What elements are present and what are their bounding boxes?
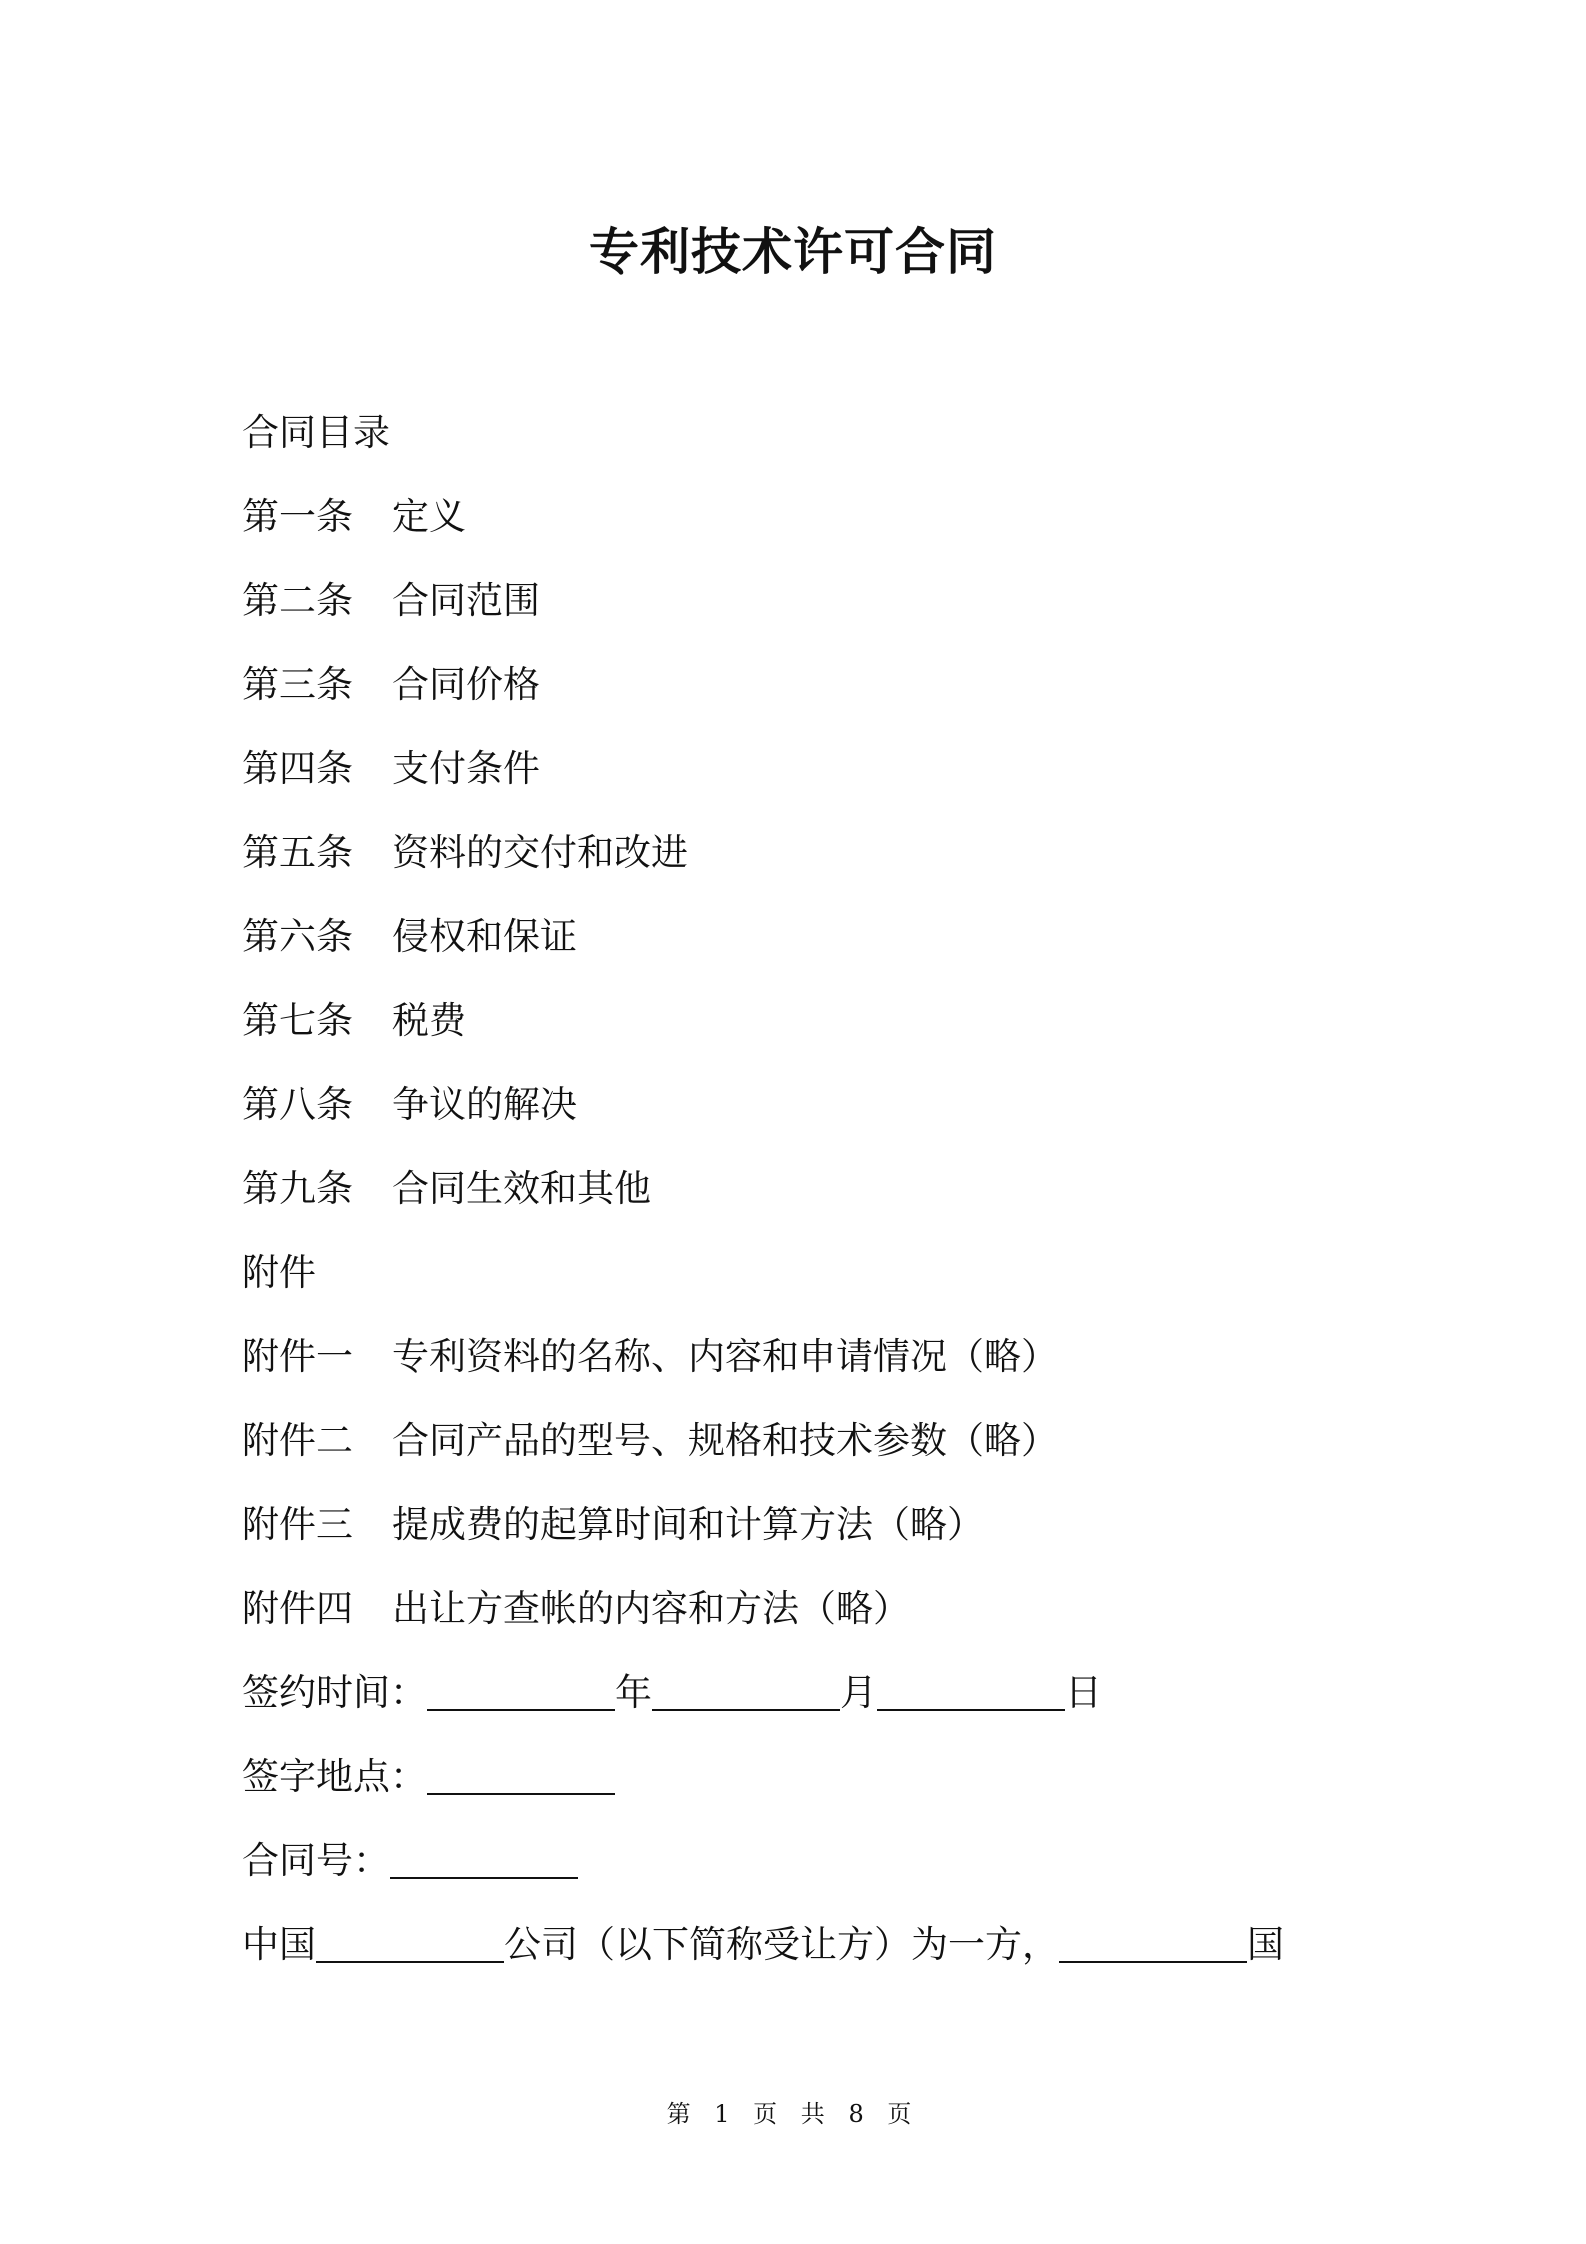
article-item-text: 合同范围 xyxy=(392,579,540,622)
article-item-number: 第四条 xyxy=(242,747,353,790)
sign-place-label: 签字地点： xyxy=(242,1755,427,1798)
article-item xyxy=(242,825,1382,909)
party-middle: 公司（以下简称受让方）为一方， xyxy=(504,1923,1059,1966)
article-item-text: 侵权和保证 xyxy=(392,915,577,958)
sign-month-blank[interactable] xyxy=(652,1669,840,1711)
sign-day-blank[interactable] xyxy=(877,1669,1065,1711)
article-item xyxy=(242,909,1382,993)
attachment-item-text: 提成费的起算时间和计算方法（略） xyxy=(392,1503,984,1546)
party-prefix: 中国 xyxy=(242,1923,316,1966)
article-item-number: 第七条 xyxy=(242,999,353,1042)
article-item-text: 合同价格 xyxy=(392,663,540,706)
country-blank[interactable] xyxy=(1059,1921,1247,1963)
attachment-item-text: 专利资料的名称、内容和申请情况（略） xyxy=(392,1335,1058,1378)
company-name-blank[interactable] xyxy=(316,1921,504,1963)
page-footer: 第 1 页 共 8 页 xyxy=(666,2100,920,2128)
attachment-item xyxy=(242,1413,1382,1497)
article-item-number: 第二条 xyxy=(242,579,353,622)
attachment-item xyxy=(242,1329,1382,1413)
article-item-text: 定义 xyxy=(392,495,466,538)
sign-day-unit: 日 xyxy=(1065,1671,1102,1714)
attachment-item-number: 附件四 xyxy=(242,1587,353,1630)
attachment-item-text: 合同产品的型号、规格和技术参数（略） xyxy=(392,1419,1058,1462)
document-body xyxy=(242,405,1382,2001)
article-item-number: 第三条 xyxy=(242,663,353,706)
article-item-number: 第九条 xyxy=(242,1167,353,1210)
article-item-text: 税费 xyxy=(392,999,466,1042)
article-item-number: 第八条 xyxy=(242,1083,353,1126)
article-item-text: 合同生效和其他 xyxy=(392,1167,651,1210)
sign-time-line xyxy=(242,1665,1382,1749)
sign-time-label: 签约时间： xyxy=(242,1671,427,1714)
article-list xyxy=(242,489,1382,1245)
attachment-item-number: 附件一 xyxy=(242,1335,353,1378)
attachment-list xyxy=(242,1329,1382,1665)
party-line xyxy=(242,1917,1382,2001)
attachment-item-number: 附件二 xyxy=(242,1419,353,1462)
article-item xyxy=(242,657,1382,741)
toc-heading: 合同目录 xyxy=(242,411,390,454)
article-item xyxy=(242,1077,1382,1161)
contract-no-line xyxy=(242,1833,1382,1917)
attachment-item-text: 出让方查帐的内容和方法（略） xyxy=(392,1587,910,1630)
attachment-item xyxy=(242,1497,1382,1581)
sign-month-unit: 月 xyxy=(840,1671,877,1714)
article-item-text: 资料的交付和改进 xyxy=(392,831,688,874)
attachments-heading: 附件 xyxy=(242,1251,316,1294)
article-item-number: 第一条 xyxy=(242,495,353,538)
sign-place-blank[interactable] xyxy=(427,1753,615,1795)
article-item xyxy=(242,489,1382,573)
sign-place-line xyxy=(242,1749,1382,1833)
sign-year-unit: 年 xyxy=(615,1671,652,1714)
article-item-number: 第六条 xyxy=(242,915,353,958)
article-item-text: 支付条件 xyxy=(392,747,540,790)
article-item-text: 争议的解决 xyxy=(392,1083,577,1126)
article-item xyxy=(242,741,1382,825)
article-item-number: 第五条 xyxy=(242,831,353,874)
contract-no-blank[interactable] xyxy=(390,1837,578,1879)
attachment-item-number: 附件三 xyxy=(242,1503,353,1546)
contract-no-label: 合同号： xyxy=(242,1839,390,1882)
article-item xyxy=(242,573,1382,657)
article-item xyxy=(242,1161,1382,1245)
sign-year-blank[interactable] xyxy=(427,1669,615,1711)
document-title: 专利技术许可合同 xyxy=(589,223,997,281)
party-suffix: 国 xyxy=(1247,1923,1284,1966)
attachment-item xyxy=(242,1581,1382,1665)
article-item xyxy=(242,993,1382,1077)
